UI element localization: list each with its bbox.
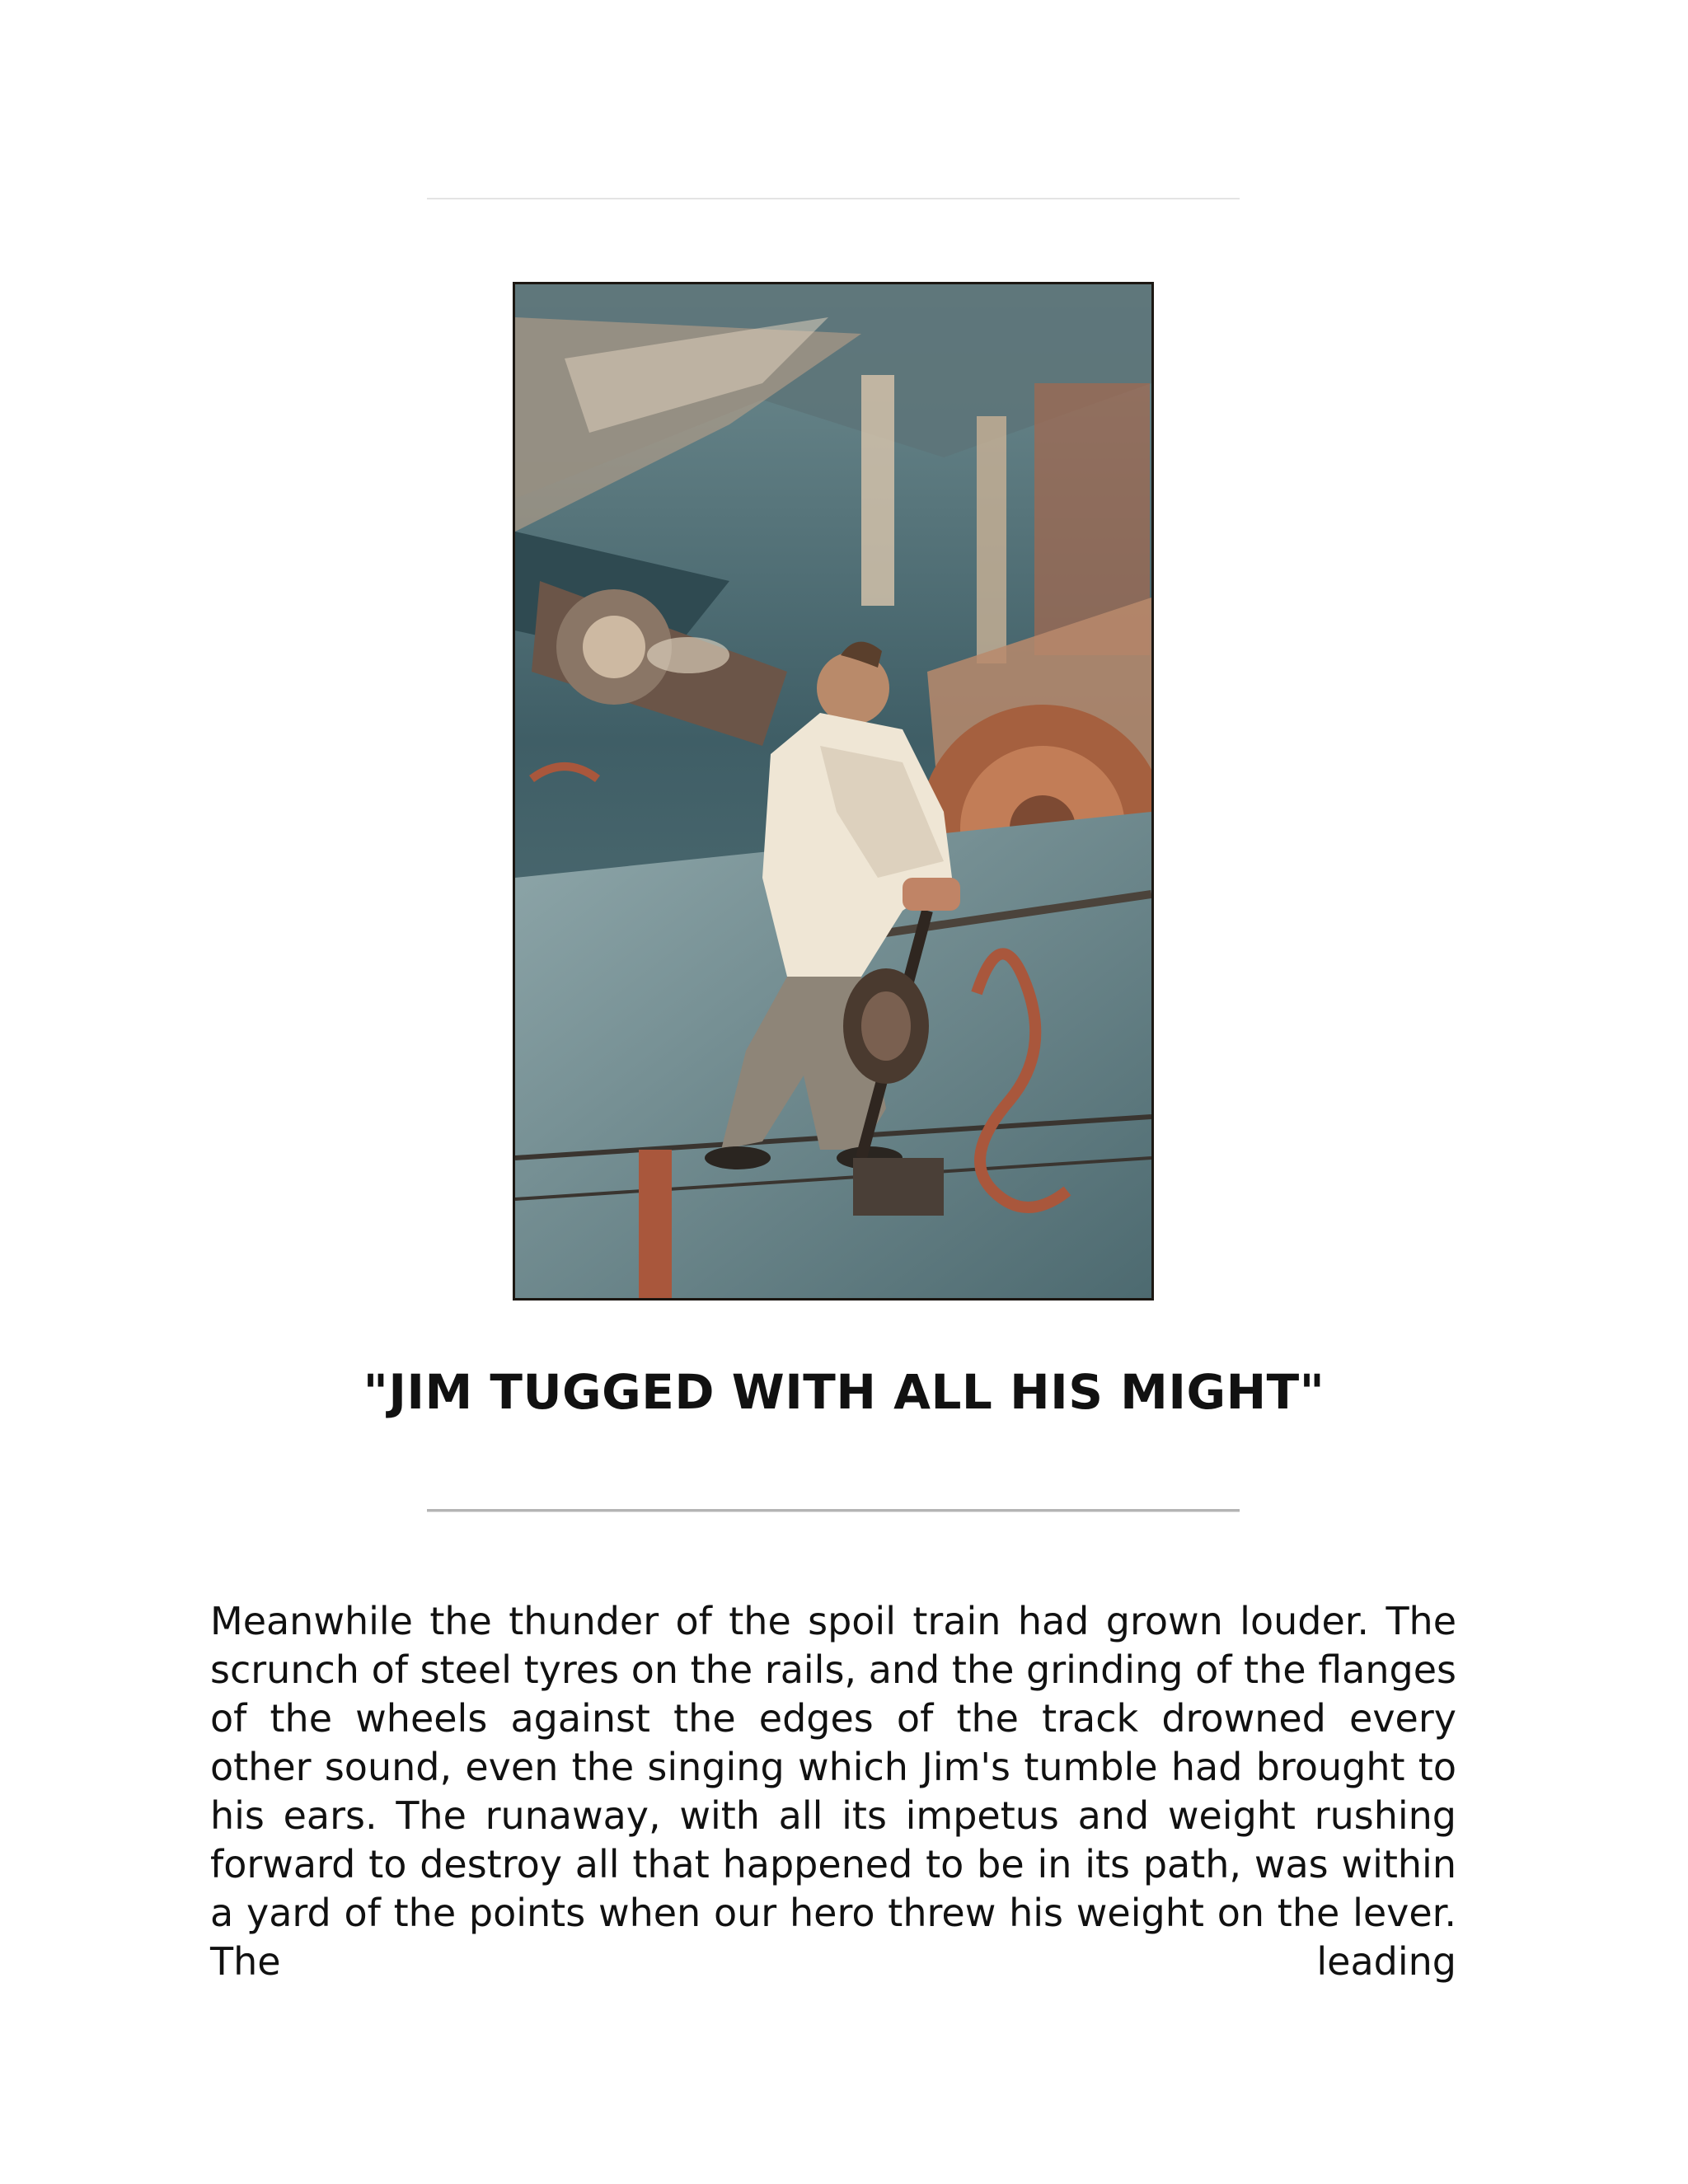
top-divider [427,198,1240,199]
painting-svg [515,284,1151,1298]
illustration-caption: "JIM TUGGED WITH ALL HIS MIGHT" [363,1364,1325,1420]
bottom-divider [427,1509,1240,1512]
illustration-image [513,282,1154,1301]
body-paragraph: Meanwhile the thunder of the spoil train had grown louder. The scrunch of steel tyres on the rails, and the grinding of the flanges of the wheels against the edges of the track drowned every other sound, even the singing which Jim's tumble had brought to his ears. The runaway, with all its impetus and weight rushing forward to destroy all that happened to be in its path, was within a yard of the points when our hero threw his weight on the lever. The leading [210,1599,1456,1984]
